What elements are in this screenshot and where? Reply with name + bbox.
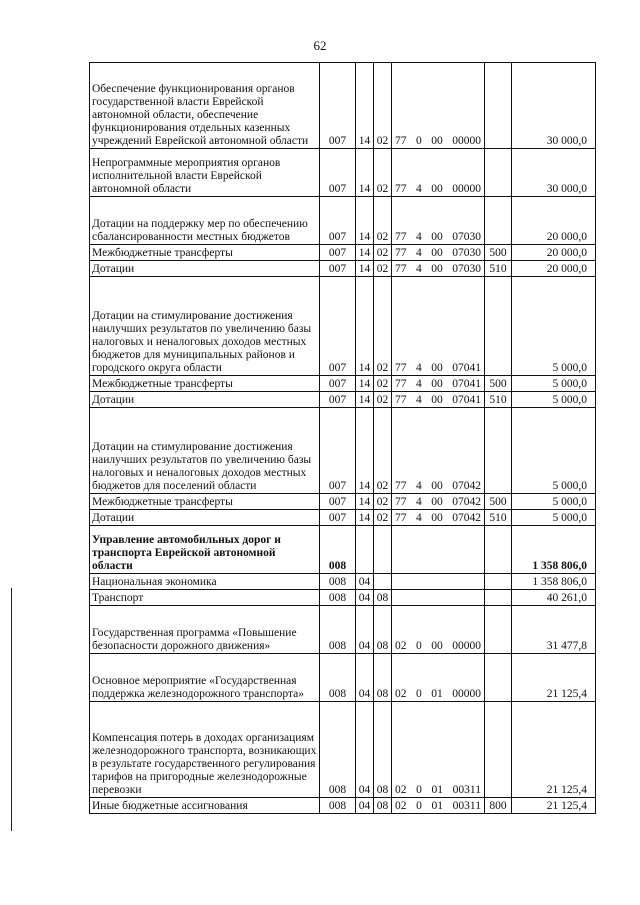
row-pr: 08 [374, 606, 392, 654]
row-name: Основное мероприятие «Государственная поддержка железнодорожного транспорта» [90, 654, 320, 702]
csr-direction: 00311 [452, 784, 481, 796]
csr-event: 00 [431, 480, 443, 492]
row-csr [392, 606, 485, 654]
row-sum: 5 000,0 [512, 494, 596, 510]
row-name: Дотации на поддержку мер по обеспечению сбалансированности местных бюджетов [90, 197, 320, 245]
csr-direction: 07041 [452, 394, 481, 406]
csr-program: 77 [395, 183, 407, 195]
row-glv: 008 [320, 606, 356, 654]
row-glv: 007 [320, 245, 356, 261]
row-csr [392, 149, 485, 197]
csr-direction: 07041 [452, 362, 481, 374]
csr-subprogram: 4 [416, 247, 422, 259]
csr-direction: 00000 [452, 688, 481, 700]
row-sum: 21 125,4 [512, 654, 596, 702]
row-pr: 02 [374, 510, 392, 526]
csr-direction: 07042 [452, 496, 481, 508]
row-rz: 14 [356, 245, 374, 261]
csr-program: 77 [395, 394, 407, 406]
table-row [90, 798, 596, 814]
csr-direction: 07030 [452, 231, 481, 243]
page-number: 62 [313, 38, 327, 53]
csr-subprogram: 0 [416, 135, 422, 147]
row-vr: 510 [485, 261, 512, 277]
table-row [90, 376, 596, 392]
row-vr: 500 [485, 376, 512, 392]
row-vr [485, 197, 512, 245]
csr-event: 01 [431, 800, 444, 812]
csr-direction: 00000 [452, 135, 481, 147]
row-glv: 008 [320, 574, 356, 590]
row-name: Межбюджетные трансферты [90, 376, 320, 392]
row-vr [485, 149, 512, 197]
row-rz: 14 [356, 494, 374, 510]
row-pr: 02 [374, 63, 392, 149]
row-glv: 007 [320, 376, 356, 392]
row-vr [485, 526, 512, 574]
row-vr: 500 [485, 245, 512, 261]
row-pr: 08 [374, 702, 392, 798]
csr-subprogram: 4 [416, 512, 422, 524]
table-row [90, 245, 596, 261]
csr-program: 77 [395, 247, 407, 259]
csr-direction: 07030 [452, 263, 481, 275]
table-row [90, 526, 596, 574]
row-name: Транспорт [90, 590, 320, 606]
row-sum: 20 000,0 [512, 261, 596, 277]
row-csr [392, 654, 485, 702]
csr-event: 01 [431, 688, 443, 700]
row-csr [392, 510, 485, 526]
csr-event: 01 [431, 784, 444, 796]
row-sum: 40 261,0 [512, 590, 596, 606]
csr-program: 77 [395, 231, 407, 243]
csr-direction: 07041 [452, 378, 481, 390]
row-glv: 008 [320, 654, 356, 702]
row-sum: 20 000,0 [512, 197, 596, 245]
row-sum: 1 358 806,0 [512, 574, 596, 590]
table-row [90, 277, 596, 376]
row-name: Непрограммные мероприятия органов исполнительной власти Еврейской автономной области [90, 149, 320, 197]
row-vr [485, 277, 512, 376]
csr-program: 77 [395, 512, 407, 524]
table-row [90, 654, 596, 702]
csr-program: 02 [395, 800, 407, 812]
table-row [90, 261, 596, 277]
csr-direction: 07042 [452, 480, 481, 492]
row-name: Компенсация потерь в доходах организациям железнодорожного транспорта, возникающих в результате государственного регулирования тарифов на пригородные железнодорожные перевозки [90, 702, 320, 798]
row-csr [392, 526, 485, 574]
row-vr [485, 606, 512, 654]
row-sum: 5 000,0 [512, 277, 596, 376]
csr-direction: 07030 [452, 247, 481, 259]
row-name: Дотации [90, 261, 320, 277]
csr-program: 02 [395, 688, 407, 700]
csr-event: 00 [431, 263, 443, 275]
row-pr: 08 [374, 798, 392, 814]
row-vr [485, 702, 512, 798]
row-pr [374, 526, 392, 574]
csr-program: 77 [395, 496, 407, 508]
row-rz: 04 [356, 798, 374, 814]
row-name: Обеспечение функционирования органов государственной власти Еврейской автономной области, обеспечение функционирования отдельных казенных учреждений Еврейской автономной области [90, 63, 320, 149]
csr-subprogram: 4 [416, 263, 422, 275]
row-rz: 04 [356, 606, 374, 654]
budget-table [89, 62, 596, 814]
table-row [90, 702, 596, 798]
row-sum: 21 125,4 [512, 702, 596, 798]
row-name: Дотации [90, 392, 320, 408]
row-pr: 02 [374, 149, 392, 197]
row-csr [392, 261, 485, 277]
csr-subprogram: 0 [416, 800, 422, 812]
row-sum: 30 000,0 [512, 149, 596, 197]
csr-direction: 00000 [452, 183, 481, 195]
row-pr: 02 [374, 245, 392, 261]
row-csr [392, 494, 485, 510]
row-sum: 30 000,0 [512, 63, 596, 149]
row-csr [392, 392, 485, 408]
csr-program: 02 [395, 784, 407, 796]
csr-program: 02 [395, 640, 407, 652]
row-sum: 5 000,0 [512, 392, 596, 408]
row-pr [374, 574, 392, 590]
csr-subprogram: 0 [416, 688, 422, 700]
row-sum: 5 000,0 [512, 510, 596, 526]
row-rz: 14 [356, 392, 374, 408]
table-row [90, 197, 596, 245]
row-csr [392, 63, 485, 149]
csr-subprogram: 0 [416, 640, 422, 652]
row-sum: 20 000,0 [512, 245, 596, 261]
csr-subprogram: 4 [416, 394, 422, 406]
row-rz: 14 [356, 408, 374, 494]
row-vr [485, 408, 512, 494]
csr-event: 00 [431, 378, 443, 390]
row-name: Управление автомобильных дорог и транспорта Еврейской автономной области [90, 526, 320, 574]
row-name: Иные бюджетные ассигнования [90, 798, 320, 814]
csr-subprogram: 4 [416, 231, 422, 243]
csr-direction: 07042 [452, 512, 481, 524]
csr-program: 77 [395, 362, 407, 374]
row-rz: 04 [356, 654, 374, 702]
row-rz: 04 [356, 574, 374, 590]
row-csr [392, 798, 485, 814]
csr-subprogram: 4 [416, 183, 422, 195]
row-glv: 008 [320, 798, 356, 814]
row-glv: 007 [320, 197, 356, 245]
row-pr: 02 [374, 408, 392, 494]
row-rz: 04 [356, 590, 374, 606]
row-glv: 008 [320, 702, 356, 798]
row-sum: 5 000,0 [512, 408, 596, 494]
csr-program: 77 [395, 263, 407, 275]
csr-subprogram: 4 [416, 496, 422, 508]
row-name: Межбюджетные трансферты [90, 494, 320, 510]
row-glv: 007 [320, 494, 356, 510]
row-glv: 007 [320, 149, 356, 197]
csr-program: 77 [395, 378, 407, 390]
row-csr [392, 590, 485, 606]
csr-event: 00 [431, 183, 443, 195]
row-vr [485, 63, 512, 149]
csr-event: 00 [431, 231, 443, 243]
row-vr: 510 [485, 510, 512, 526]
row-vr [485, 654, 512, 702]
row-pr: 02 [374, 197, 392, 245]
row-csr [392, 702, 485, 798]
row-sum: 21 125,4 [512, 798, 596, 814]
row-glv: 007 [320, 277, 356, 376]
margin-line [11, 588, 12, 831]
row-csr [392, 197, 485, 245]
table-row [90, 149, 596, 197]
row-csr [392, 408, 485, 494]
row-rz: 14 [356, 510, 374, 526]
csr-subprogram: 4 [416, 378, 422, 390]
row-rz: 14 [356, 277, 374, 376]
row-pr: 08 [374, 590, 392, 606]
row-csr [392, 574, 485, 590]
row-name: Дотации на стимулирование достижения наилучших результатов по увеличению базы налоговых и неналоговых доходов местных бюджетов для поселений области [90, 408, 320, 494]
row-rz: 14 [356, 197, 374, 245]
row-glv: 007 [320, 408, 356, 494]
csr-event: 00 [431, 512, 443, 524]
row-rz [356, 526, 374, 574]
csr-program: 77 [395, 480, 407, 492]
row-glv: 007 [320, 261, 356, 277]
row-name: Дотации [90, 510, 320, 526]
csr-event: 00 [431, 496, 443, 508]
csr-direction: 00311 [452, 800, 481, 812]
row-rz: 14 [356, 261, 374, 277]
row-vr [485, 574, 512, 590]
row-pr: 02 [374, 376, 392, 392]
row-sum: 1 358 806,0 [512, 526, 596, 574]
row-name: Национальная экономика [90, 574, 320, 590]
row-pr: 02 [374, 392, 392, 408]
row-rz: 14 [356, 376, 374, 392]
row-rz: 14 [356, 149, 374, 197]
table-row [90, 392, 596, 408]
csr-subprogram: 4 [416, 480, 422, 492]
row-rz: 04 [356, 702, 374, 798]
row-name: Межбюджетные трансферты [90, 245, 320, 261]
row-vr [485, 590, 512, 606]
csr-subprogram: 4 [416, 362, 422, 374]
csr-event: 00 [431, 247, 443, 259]
table-row [90, 494, 596, 510]
csr-direction: 00000 [452, 640, 481, 652]
row-rz: 14 [356, 63, 374, 149]
csr-event: 00 [431, 640, 443, 652]
row-csr [392, 245, 485, 261]
csr-event: 00 [431, 135, 443, 147]
row-sum: 5 000,0 [512, 376, 596, 392]
csr-subprogram: 0 [416, 784, 422, 796]
row-pr: 02 [374, 277, 392, 376]
row-csr [392, 376, 485, 392]
row-vr: 510 [485, 392, 512, 408]
row-glv: 008 [320, 590, 356, 606]
row-glv: 007 [320, 63, 356, 149]
csr-program: 77 [395, 135, 407, 147]
row-vr: 800 [485, 798, 512, 814]
row-name: Дотации на стимулирование достижения наилучших результатов по увеличению базы налоговых и неналоговых доходов местных бюджетов для муниципальных районов и городского округа области [90, 277, 320, 376]
row-pr: 02 [374, 494, 392, 510]
row-csr [392, 277, 485, 376]
csr-event: 00 [431, 394, 443, 406]
table-row [90, 590, 596, 606]
row-sum: 31 477,8 [512, 606, 596, 654]
row-pr: 08 [374, 654, 392, 702]
row-vr: 500 [485, 494, 512, 510]
row-glv: 007 [320, 392, 356, 408]
row-name: Государственная программа «Повышение безопасности дорожного движения» [90, 606, 320, 654]
row-glv: 008 [320, 526, 356, 574]
table-row [90, 63, 596, 149]
table-row [90, 606, 596, 654]
row-pr: 02 [374, 261, 392, 277]
csr-event: 00 [431, 362, 443, 374]
table-row [90, 408, 596, 494]
row-glv: 007 [320, 510, 356, 526]
table-row [90, 574, 596, 590]
table-row [90, 510, 596, 526]
